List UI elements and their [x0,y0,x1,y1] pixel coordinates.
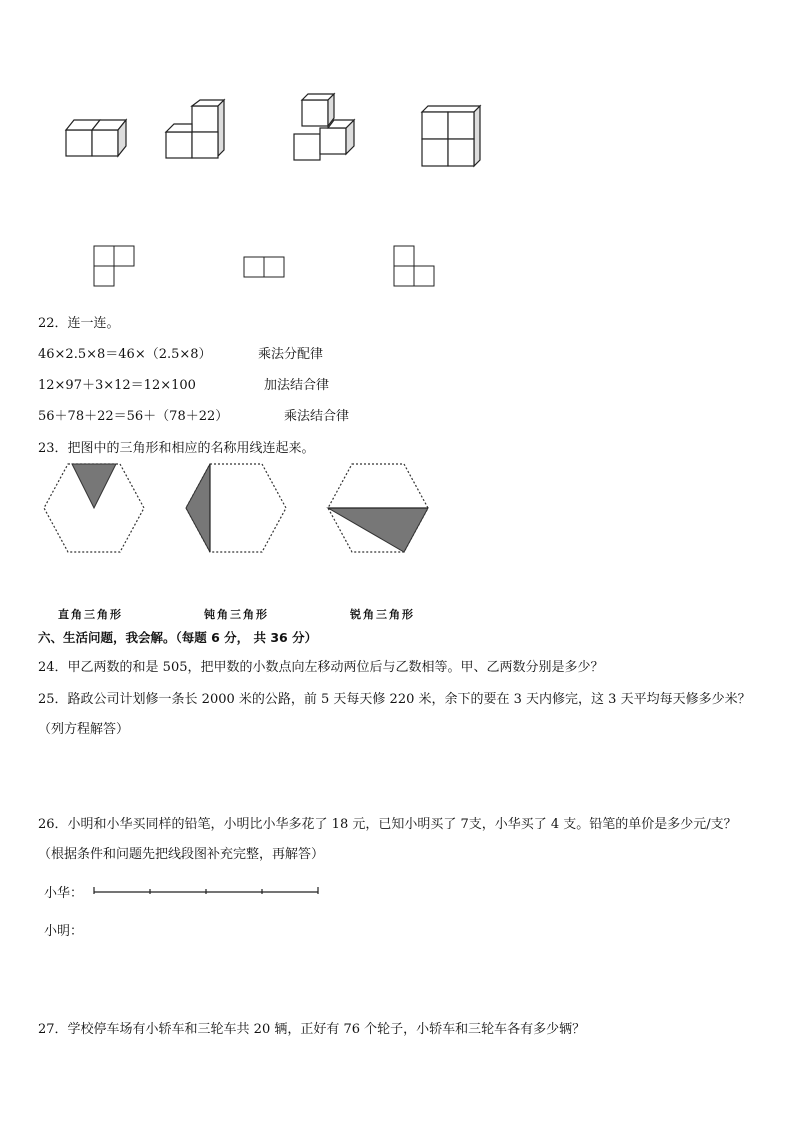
cube-figure-4 [418,102,488,170]
q22-expr-3: 56＋78＋22＝56＋（78＋22） [38,409,229,424]
q25-text: 25．路政公司计划修一条长 2000 米的公路，前 5 天每天修 220 米，余下的要在 3 天内修完，这 3 天平均每天修多少米？ [38,692,751,707]
q26-text: 26．小明和小华买同样的铅笔，小明比小华多花了 18 元，已知小明买了 7支，小华买了 4 支。铅笔的单价是多少元/支？ [38,817,737,832]
q22-law-2: 加法结合律 [264,378,330,393]
q27-text: 27．学校停车场有小轿车和三轮车共 20 辆，正好有 76 个轮子，小轿车和三轮车各有多少辆？ [38,1022,586,1037]
q24-text: 24．甲乙两数的和是 505，把甲数的小数点向左移动两位后与乙数相等。甲、乙两数分别是多少？ [38,660,604,675]
q25-note: （列方程解答） [38,722,130,737]
segment-diagram-xiaohua [92,882,324,898]
section-6-title: 六、生活问题，我会解。（每题 6 分， 共 36 分） [38,630,318,645]
triangle-label-obtuse: 钝角三角形 [204,608,269,621]
q26-note: （根据条件和问题先把线段图补充完整，再解答） [38,847,325,862]
q23-title: 23．把图中的三角形和相应的名称用线连起来。 [38,441,315,456]
triangle-label-acute: 锐角三角形 [350,608,415,621]
cube-figure-1 [60,110,130,160]
q22-law-1: 乘法分配律 [258,347,324,362]
hexagon-figure-1 [40,462,148,554]
q22-expr-1: 46×2.5×8＝46×（2.5×8） [38,347,212,362]
triangle-label-right: 直角三角形 [58,608,123,621]
view-figure-1 [92,244,138,288]
cube-figure-3 [288,92,368,166]
q22-expr-2: 12×97＋3×12＝12×100 [38,378,196,393]
q22-law-3: 乘法结合律 [284,409,350,424]
segment-label-xiaoming: 小明： [44,924,84,939]
q22-title: 22．连一连。 [38,316,120,331]
hexagon-figure-3 [324,462,432,554]
cube-figure-2 [160,98,230,162]
view-figure-3 [392,244,438,288]
view-figure-2 [242,255,288,279]
hexagon-figure-2 [182,462,290,554]
segment-label-xiaohua: 小华： [44,886,84,901]
